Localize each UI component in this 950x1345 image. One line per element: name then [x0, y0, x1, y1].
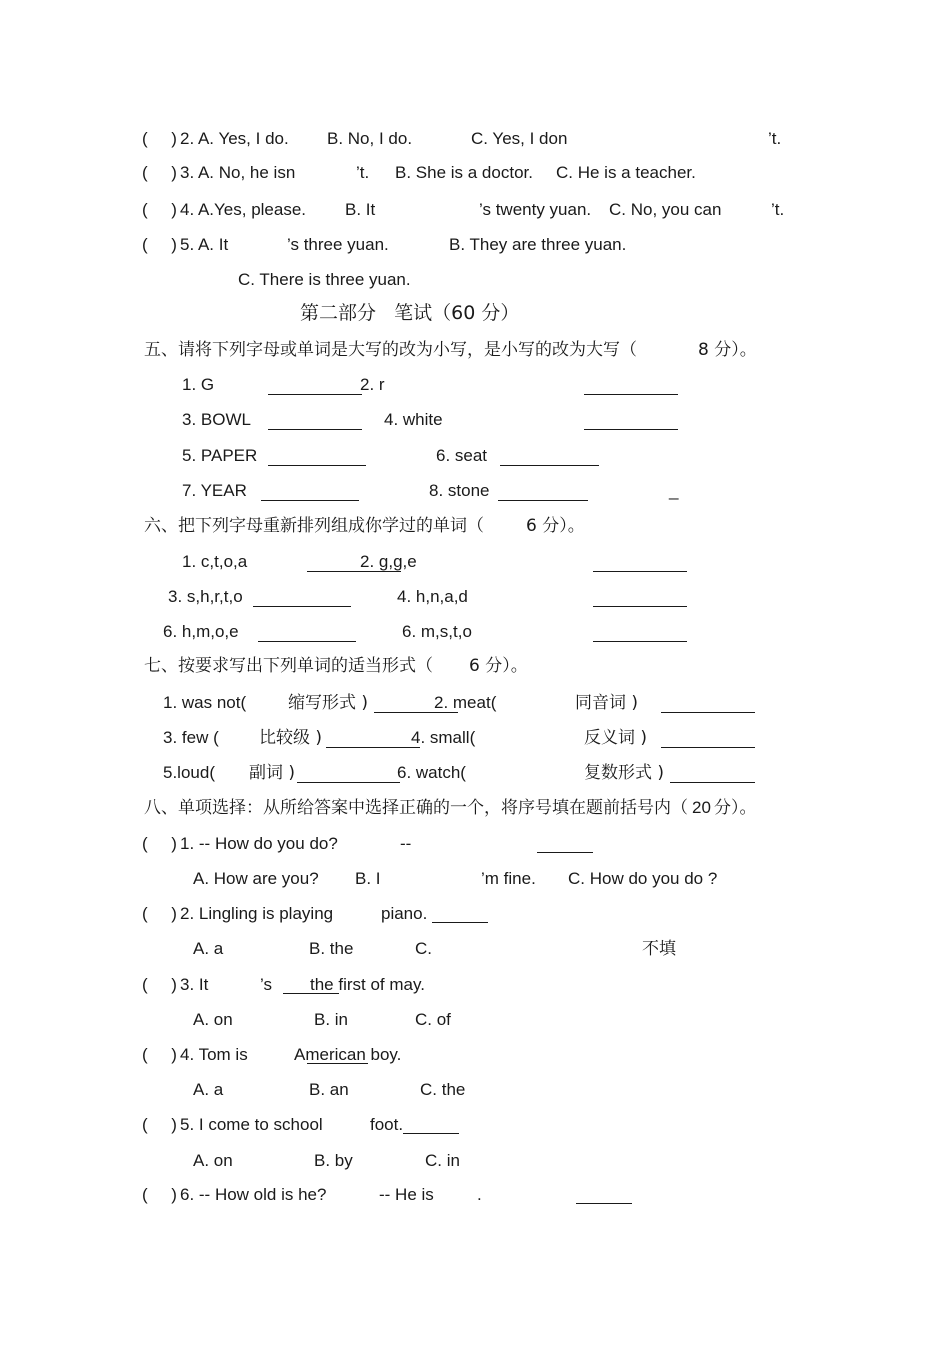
sec8-q2-option-c: C.: [415, 939, 432, 958]
q2-option-b: B. No, I do.: [327, 129, 413, 148]
sec8-q1-option-c: C. How do you do ?: [568, 869, 718, 888]
sec8-q4-option-b: B. an: [309, 1080, 349, 1099]
sec8-q3-option-b: B. in: [314, 1010, 349, 1029]
sec7-item-1: 1. was not(: [163, 693, 247, 712]
q5-option-a: 5. A. It: [180, 235, 229, 254]
sec8-q1-option-b-tail: ’m fine.: [481, 869, 536, 888]
sec7-answer-blank-5[interactable]: [297, 782, 400, 783]
sec5-trailing-mark: _: [669, 481, 679, 500]
q2-option-c-tail: ’t.: [768, 129, 782, 148]
sec8-q2-blank[interactable]: [432, 922, 488, 923]
sec5-answer-blank-3[interactable]: [268, 429, 362, 430]
sec8-q2-stem-tail: piano.: [381, 904, 428, 923]
sec8-q2-option-c-text: 不填: [642, 939, 676, 959]
sec5-item-2: 2. r: [360, 375, 385, 394]
sec8-q6-stem-3: .: [477, 1185, 482, 1204]
sec8-q3-stem: 3. It: [180, 975, 209, 994]
sec5-score: 8 分）。: [698, 340, 757, 360]
sec6-item-2: 2. g,g,e: [360, 552, 417, 571]
sec7-score: 6 分）。: [469, 656, 528, 676]
sec8-q5-paren: ( ): [142, 1115, 177, 1134]
sec8-q5-stem: 5. I come to school: [180, 1115, 323, 1134]
q4-option-b: B. It: [345, 200, 376, 219]
q3-option-c: C. He is a teacher.: [556, 163, 696, 182]
sec5-answer-blank-4[interactable]: [584, 429, 678, 430]
sec8-q4-option-c: C. the: [420, 1080, 466, 1099]
sec5-answer-blank-1[interactable]: [268, 394, 362, 395]
q4-option-b-tail: ’s twenty yuan.: [479, 200, 592, 219]
sec7-heading: 七、按要求写出下列单词的适当形式（: [144, 656, 433, 676]
q2-answer-paren: ( ): [142, 129, 177, 148]
sec5-answer-blank-6[interactable]: [500, 465, 599, 466]
sec8-q1-option-b: B. I: [355, 869, 381, 888]
sec8-score-number: 20: [692, 798, 711, 817]
sec5-item-8: 8. stone: [429, 481, 490, 500]
sec7-item-4: 4. small(: [411, 728, 476, 747]
q5-answer-paren: ( ): [142, 235, 177, 254]
sec5-heading: 五、请将下列字母或单词是大写的改为小写，是小写的改为大写（: [144, 340, 637, 360]
sec7-item-2: 2. meat(: [434, 693, 497, 712]
sec6-item-5: 6. h,m,o,e: [163, 622, 239, 641]
q5-option-b: B. They are three yuan.: [449, 235, 627, 254]
sec8-q1-blank[interactable]: [537, 852, 593, 853]
sec8-q6-stem-2: -- He is: [379, 1185, 434, 1204]
q3-option-b: B. She is a doctor.: [395, 163, 533, 182]
sec8-q2-paren: ( ): [142, 904, 177, 923]
sec7-item-3-hint: 比较级 ): [259, 728, 323, 748]
sec8-q5-blank[interactable]: [403, 1133, 459, 1134]
q5-option-c: C. There is three yuan.: [238, 270, 411, 289]
sec8-q3-stem-2: ’s: [260, 975, 272, 994]
sec6-answer-blank-2[interactable]: [593, 571, 687, 572]
sec8-q5-option-a: A. on: [193, 1151, 233, 1170]
sec8-q5-stem-tail: foot.: [370, 1115, 404, 1134]
sec7-item-6: 6. watch(: [397, 763, 466, 782]
sec6-answer-blank-6[interactable]: [593, 641, 687, 642]
sec5-answer-blank-7[interactable]: [261, 500, 359, 501]
sec6-score: 6 分）。: [526, 516, 585, 536]
sec8-q6-blank[interactable]: [576, 1203, 632, 1204]
q5-option-a-tail: ’s three yuan.: [287, 235, 389, 254]
sec6-item-6: 6. m,s,t,o: [402, 622, 472, 641]
sec8-q4-stem: 4. Tom is: [180, 1045, 248, 1064]
q4-option-c-tail: ’t.: [771, 200, 785, 219]
sec8-q3-option-a: A. on: [193, 1010, 233, 1029]
sec8-q4-paren: ( ): [142, 1045, 177, 1064]
sec8-q4-option-a: A. a: [193, 1080, 224, 1099]
sec5-item-3: 3. BOWL: [182, 410, 251, 429]
sec8-q2-stem: 2. Lingling is playing: [180, 904, 334, 923]
sec7-item-4-hint: 反义词 ): [584, 728, 648, 748]
sec5-item-4: 4. white: [384, 410, 443, 429]
sec6-item-1: 1. c,t,o,a: [182, 552, 248, 571]
sec5-item-1: 1. G: [182, 375, 215, 394]
sec8-q1-option-a: A. How are you?: [193, 869, 319, 888]
sec7-item-1-hint: 缩写形式 ): [288, 693, 369, 713]
sec8-q3-option-c: C. of: [415, 1010, 451, 1029]
sec7-item-5-hint: 副词 ): [249, 763, 296, 783]
sec8-q3-stem-3: the first of may.: [310, 975, 425, 994]
sec8-heading: 八、单项选择：从所给答案中选择正确的一个，将序号填在题前括号内（: [144, 798, 688, 818]
sec8-q1-paren: ( ): [142, 834, 177, 853]
sec6-answer-blank-4[interactable]: [593, 606, 687, 607]
q2-option-a: 2. A. Yes, I do.: [180, 129, 289, 148]
sec8-q4-stem-tail: American boy.: [294, 1045, 402, 1064]
sec6-heading: 六、把下列字母重新排列组成你学过的单词（: [144, 516, 484, 536]
sec5-item-7: 7. YEAR: [182, 481, 247, 500]
q3-option-a-tail: ’t.: [356, 163, 370, 182]
sec8-q5-option-b: B. by: [314, 1151, 353, 1170]
sec8-q6-paren: ( ): [142, 1185, 177, 1204]
sec6-answer-blank-5[interactable]: [258, 641, 356, 642]
q4-answer-paren: ( ): [142, 200, 177, 219]
sec8-q2-option-a: A. a: [193, 939, 224, 958]
sec7-item-2-hint: 同音词 ): [575, 693, 639, 713]
sec7-item-5: 5.loud(: [163, 763, 215, 782]
part2-title: 第二部分 笔试（60 分）: [300, 302, 520, 324]
sec6-item-3: 3. s,h,r,t,o: [168, 587, 243, 606]
q3-option-a: 3. A. No, he isn: [180, 163, 296, 182]
sec7-answer-blank-2[interactable]: [661, 712, 755, 713]
sec8-score-suffix: 分）。: [714, 798, 757, 818]
sec7-answer-blank-3[interactable]: [326, 747, 420, 748]
q3-answer-paren: ( ): [142, 163, 177, 182]
q2-option-c: C. Yes, I don: [471, 129, 568, 148]
sec6-answer-blank-3[interactable]: [253, 606, 351, 607]
sec5-answer-blank-2[interactable]: [584, 394, 678, 395]
q4-option-a: 4. A.Yes, please.: [180, 200, 307, 219]
sec7-item-3: 3. few (: [163, 728, 219, 747]
sec5-answer-blank-8[interactable]: [498, 500, 588, 501]
sec7-item-6-hint: 复数形式 ): [584, 763, 665, 783]
sec8-q5-option-c: C. in: [425, 1151, 460, 1170]
sec6-item-4: 4. h,n,a,d: [397, 587, 468, 606]
sec8-q2-option-b: B. the: [309, 939, 354, 958]
sec7-answer-blank-4[interactable]: [661, 747, 755, 748]
sec8-q3-paren: ( ): [142, 975, 177, 994]
sec5-answer-blank-5[interactable]: [268, 465, 366, 466]
sec8-q1-stem: 1. -- How do you do?: [180, 834, 338, 853]
q4-option-c: C. No, you can: [609, 200, 722, 219]
sec5-item-5: 5. PAPER: [182, 446, 258, 465]
sec7-answer-blank-6[interactable]: [670, 782, 755, 783]
sec8-q6-stem: 6. -- How old is he?: [180, 1185, 327, 1204]
sec5-item-6: 6. seat: [436, 446, 488, 465]
sec8-q1-dash: --: [400, 834, 412, 853]
